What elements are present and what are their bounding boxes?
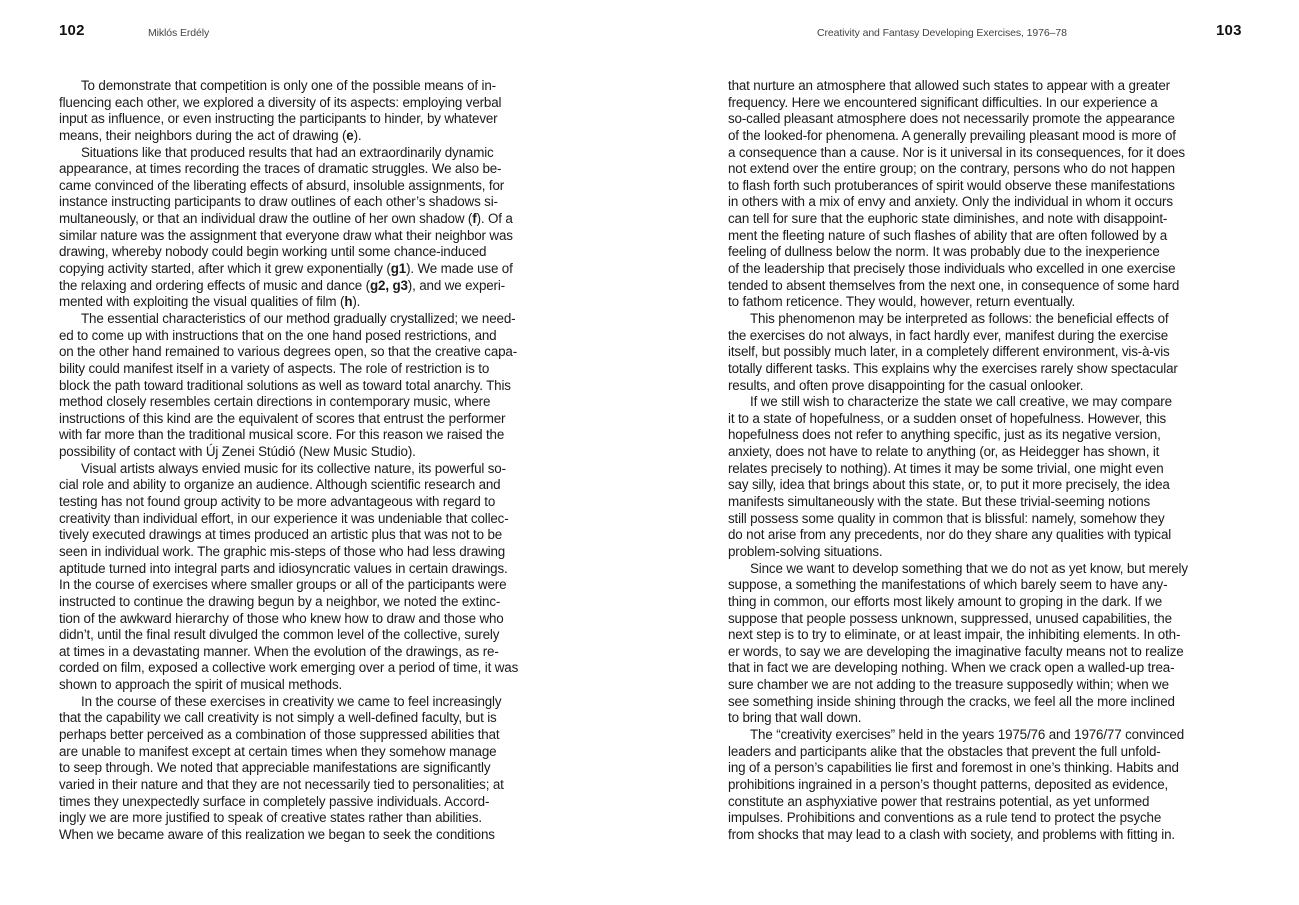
text-line: that in fact we are developing nothing. When we crack open a walled-up trea- — [728, 660, 1175, 676]
text-line: see something inside shining through the cracks, we feel all the more inclined — [728, 693, 1175, 709]
text-line: ing of a person’s capabilities lie first and foremost in one’s thinking. Habits and — [728, 760, 1179, 776]
text-line: er words, to say we are developing the imaginative faculty means not to realize — [728, 643, 1184, 659]
text-line: testing has not found group activity to be more advantageous with regard to — [59, 494, 496, 510]
text-line: itself, but possibly much later, in a completely different environment, vis-à-vis — [728, 344, 1170, 360]
text-line: still possess some quality in common that is blissful: namely, somehow they — [728, 510, 1165, 526]
text-line: to fathom reticence. They would, however, return eventually. — [728, 294, 1076, 310]
text-line: to flash forth such protuberances of spirit would observe these manifestations — [728, 177, 1175, 193]
text-line: next step is to try to eliminate, or at least impair, the inhibiting elements. In oth- — [728, 627, 1181, 643]
text-line: prohibitions ingrained in a person’s thought patterns, deposited as evidence, — [728, 776, 1169, 792]
figure-reference: h — [344, 294, 353, 310]
text-line: tion of the awkward hierarchy of those who knew how to draw and those who — [59, 610, 504, 626]
text-line: came convinced of the liberating effects of absurd, insoluble assignments, for — [59, 177, 505, 193]
text-line: cial role and ability to organize an audience. Although scientific research and — [59, 477, 501, 493]
text-line: In the course of these exercises in creativity we came to feel increasingly — [81, 693, 502, 709]
figure-reference: e — [346, 127, 354, 143]
text-line: that the capability we call creativity is not simply a well-defined faculty, but is — [59, 710, 497, 726]
text-line: feeling of dullness below the norm. It was probably due to the inexperience — [728, 244, 1160, 260]
text-line: leaders and participants alike that the obstacles that prevent the full unfold- — [728, 743, 1161, 759]
text-line: impulses. Prohibitions and conventions as a rule tend to protect the psyche — [728, 810, 1162, 826]
text-line: ed to come up with instructions that on the one hand posed restrictions, and — [59, 327, 497, 343]
text-line: If we still wish to characterize the state we call creative, we may compare — [750, 394, 1172, 410]
text-line: hopefulness does not refer to anything specific, just as its negative version, — [728, 427, 1161, 443]
text-line: possibility of contact with Új Zenei Stúdió (New Music Studio). — [59, 444, 416, 460]
text-line: relates precisely to nothing). At times it may be some trivial, one might even — [728, 460, 1164, 476]
text-line: means, their neighbors during the act of drawing (e). — [59, 127, 362, 143]
text-line: tended to absent themselves from the next one, in consequence of some hard — [728, 277, 1180, 293]
text-line: drawing, whereby nobody could begin working until some chance-induced — [59, 244, 487, 260]
text-line: didn’t, until the final result divulged the common level of the collective, surely — [59, 627, 500, 643]
text-line: suppose, a something the manifestations of which barely seem to have any- — [728, 577, 1168, 593]
text-line: Visual artists always envied music for its collective nature, its powerful so- — [81, 460, 506, 476]
text-line: bility could manifest itself in a variety of aspects. The role of restriction is to — [59, 360, 490, 376]
running-head-author: Miklós Erdély — [148, 27, 210, 39]
text-line: mented with exploiting the visual qualities of film (h). — [59, 294, 361, 310]
text-line: instructed to continue the drawing begun by a neighbor, we noted the extinc- — [59, 593, 501, 609]
text-line: seen in individual work. The graphic mis-steps of those who had less drawing — [59, 543, 506, 559]
text-line: block the path toward traditional solutions as well as toward total anarchy. This — [59, 377, 511, 393]
text-line: multaneously, or that an individual draw the outline of her own shadow (f). Of a — [59, 211, 513, 227]
figure-reference: f — [472, 211, 477, 227]
text-line: the relaxing and ordering effects of music and dance (g2, g3), and we experi- — [59, 277, 505, 293]
text-line: In the course of exercises where smaller groups or all of the participants were — [59, 577, 507, 593]
text-line: anxiety, does not have to relate to anything (or, as Heidegger has shown, it — [728, 444, 1160, 460]
text-line: varied in their nature and that they are not necessarily tied to personalities; at — [59, 776, 504, 792]
text-line: are unable to manifest except at certain times when they somehow manage — [59, 743, 497, 759]
text-line: aptitude turned into integral parts and idiosyncratic values in certain drawings. — [59, 560, 508, 576]
text-line: not extend over the entire group; on the contrary, persons who do not happen — [728, 161, 1175, 177]
text-line: that nurture an atmosphere that allowed such states to appear with a greater — [728, 78, 1170, 93]
text-line: appearance, at times recording the traces of dramatic struggles. We also be- — [59, 161, 502, 177]
text-line: The “creativity exercises” held in the years 1975/76 and 1976/77 convinced — [750, 726, 1185, 742]
right-page-body-text — [728, 78, 1244, 843]
text-line: manifests simultaneously with the state. But these trivial-seeming notions — [728, 494, 1151, 510]
text-line: totally different tasks. This explains why the exercises rarely show spectacular — [728, 360, 1178, 376]
text-line: copying activity started, after which it grew exponentially (g1). We made use of — [59, 261, 513, 277]
text-line: perhaps better perceived as a combination of those suppressed abilities that — [59, 726, 500, 742]
text-line: on the other hand remained to various degrees open, so that the creative capa- — [59, 344, 518, 360]
left-page-body-text — [59, 78, 575, 843]
text-line: method closely resembles certain directions in contemporary music, where — [59, 394, 491, 410]
text-line: creativity than individual effort, in our experience it was undeniable that collec- — [59, 510, 509, 526]
text-line: problem-solving situations. — [728, 543, 883, 559]
text-line: with far more than the traditional musical score. For this reason we raised the — [59, 427, 505, 443]
text-line: instructions of this kind are the equivalent of scores that entrust the performer — [59, 410, 506, 426]
text-line: When we became aware of this realization we began to seek the conditions — [59, 826, 495, 842]
text-line: sure chamber we are not adding to the treasure supposedly within; when we — [728, 677, 1169, 693]
text-line: ment the fleeting nature of such flashes of ability that are often followed by a — [728, 227, 1168, 243]
text-line: of the looked-for phenomena. A generally prevailing pleasant mood is more of — [728, 127, 1176, 143]
text-line: tively executed drawings at times produced an artistic plus that was not to be — [59, 527, 503, 543]
text-line: frequency. Here we encountered significant difficulties. In our experience a — [728, 94, 1158, 110]
figure-reference: g1 — [390, 261, 407, 277]
text-line: say silly, idea that brings about this state, or, to put it more precisely, the idea — [728, 477, 1170, 493]
text-line: a consequence than a cause. Nor is it universal in its consequences, for it does — [728, 144, 1185, 160]
text-line: The essential characteristics of our method gradually crystallized; we need- — [81, 310, 516, 326]
text-line: in others with a mix of envy and anxiety. Only the individual in whom it occurs — [728, 194, 1173, 210]
text-line: of the leadership that precisely those individuals who excelled in one exercise — [728, 261, 1176, 277]
text-line: can tell for sure that the euphoric state diminishes, and note with disappoint- — [728, 211, 1168, 227]
text-line: at times in a devastating manner. When the evolution of the drawings, as re- — [59, 643, 499, 659]
text-line: from shocks that may lead to a clash with society, and problems with fitting in. — [728, 826, 1175, 842]
text-line: the exercises do not always, in fact hardly ever, manifest during the exercise — [728, 327, 1169, 343]
text-line: Since we want to develop something that we do not as yet know, but merely — [750, 560, 1188, 576]
text-line: constitute an asphyxiative power that restrains potential, as yet unformed — [728, 793, 1150, 809]
text-line: This phenomenon may be interpreted as follows: the beneficial effects of — [750, 310, 1169, 326]
text-line: to bring that wall down. — [728, 710, 862, 726]
page-number-left: 102 — [59, 22, 85, 39]
running-head-title: Creativity and Fantasy Developing Exercises, 1976–78 — [817, 27, 1067, 39]
text-line: fluencing each other, we explored a diversity of its aspects: employing verbal — [59, 94, 502, 110]
text-line: suppose that people possess unknown, suppressed, unused capabilities, the — [728, 610, 1172, 626]
page-number-right: 103 — [1216, 22, 1242, 39]
text-line: thing in common, our efforts most likely amount to groping in the dark. If we — [728, 593, 1163, 609]
text-line: similar nature was the assignment that everyone draw what their neighbor was — [59, 227, 513, 243]
figure-reference: g2, g3 — [370, 277, 408, 293]
text-line: times they unexpectedly surface in completely passive individuals. Accord- — [59, 793, 490, 809]
text-line: so-called pleasant atmosphere does not necessarily promote the appearance — [728, 111, 1175, 127]
text-line: do not arise from any precedents, nor do they share any qualities with typical — [728, 527, 1172, 543]
text-line: ingly we are more justified to speak of creative states rather than abilities. — [59, 810, 482, 826]
text-line: results, and often prove disappointing for the casual onlooker. — [728, 377, 1084, 393]
text-line: shown to approach the spirit of musical methods. — [59, 677, 343, 693]
text-line: corded on film, exposed a collective work emerging over a period of time, it was — [59, 660, 519, 676]
text-line: to seep through. We noted that appreciable manifestations are significantly — [59, 760, 491, 776]
text-line: instance instructing participants to draw outlines of each other’s shadows si- — [59, 194, 498, 210]
text-line: input as influence, or even instructing the participants to hinder, by whatever — [59, 111, 498, 127]
text-line: it to a state of hopefulness, or a sudden onset of hopefulness. However, this — [728, 410, 1167, 426]
text-line: Situations like that produced results that had an extraordinarily dynamic — [81, 144, 494, 160]
text-line: To demonstrate that competition is only one of the possible means of in- — [81, 78, 496, 93]
